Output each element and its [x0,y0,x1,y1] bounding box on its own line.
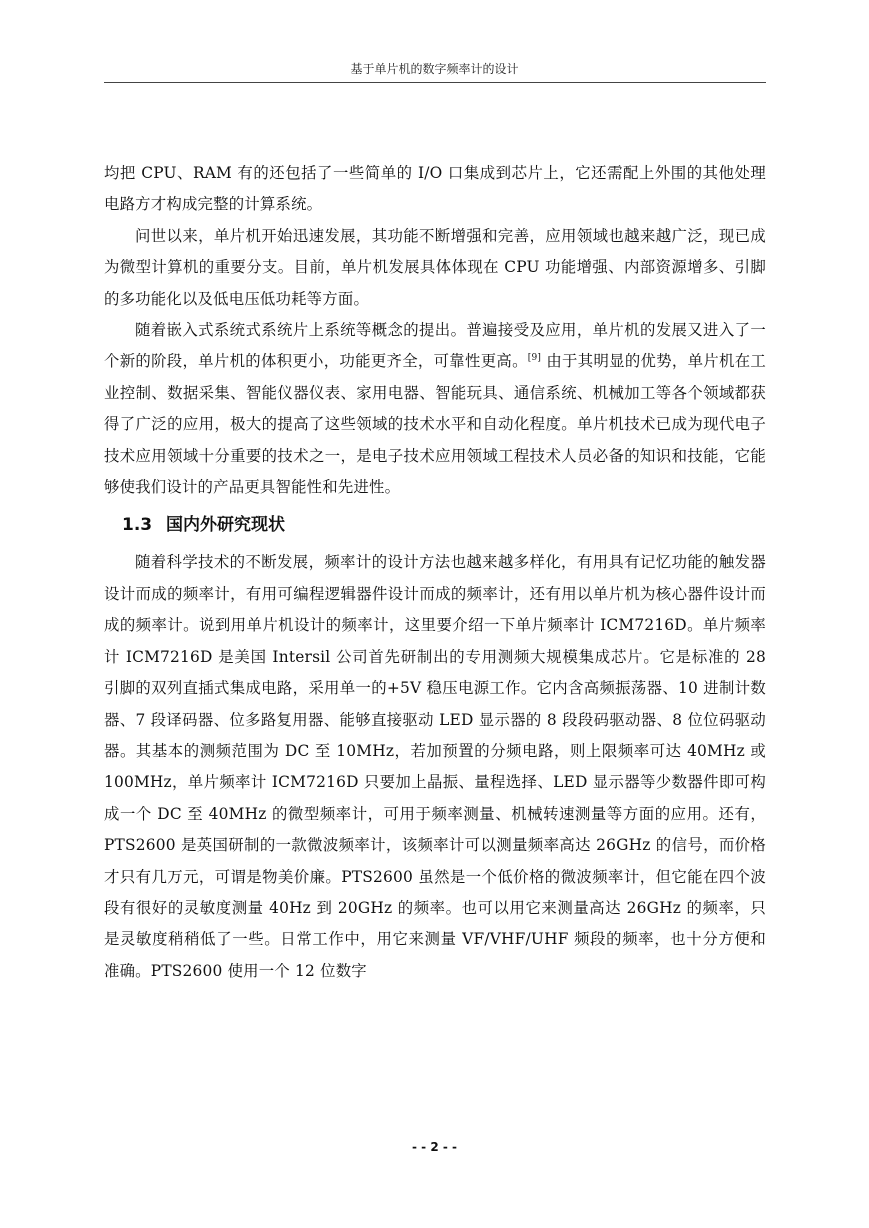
paragraph-text: 随着嵌入式系统式系统片上系统等概念的提出。普遍接受及应用，单片机的发展又进入了一个新的阶段，单片机的体积更小，功能更齐全，可靠性更高。 [104,321,766,371]
paragraph: 随着科学技术的不断发展，频率计的设计方法也越来越多样化，有用具有记忆功能的触发器设计而成的频率计，有用可编程逻辑器件设计而成的频率计，还有用以单片机为核心器件设计而成的频率计。说到用单片机设计的频率计，这里要介绍一下单片频率计 ICM7216D。单片频率计 ICM7216D 是美国 Intersil 公司首先研制出的专用测频大规模集成芯片。它是标准的 28 引脚的双列直插式集成电路，采用单一的+5V 稳压电源工作。它内含高频振荡器、10 进制计数器、7 段译码器、位多路复用器、能够直接驱动 LED 显示器的 8 段段码驱动器、8 位位码驱动器。其基本的测频范围为 DC 至 10MHz，若加预置的分频电路，则上限频率可达 40MHz 或 100MHz，单片频率计 ICM7216D 只要加上晶振、量程选择、LED 显示器等少数器件即可构成一个 DC 至 40MHz 的微型频率计，可用于频率测量、机械转速测量等方面的应用。还有，PTS2600 是英国研制的一款微波频率计，该频率计可以测量频率高达 26GHz 的信号，而价格才只有几万元，可谓是物美价廉。PTS2600 虽然是一个低价格的微波频率计，但它能在四个波段有很好的灵敏度测量 40Hz 到 20GHz 的频率。也可以用它来测量高达 26GHz 的频率，只是灵敏度稍稍低了一些。日常工作中，用它来测量 VF/VHF/UHF 频段的频率，也十分方便和准确。PTS2600 使用一个 12 位数字 [104,553,766,980]
header-divider [104,82,766,83]
paragraph [104,315,766,503]
paragraph: 均把 CPU、RAM 有的还包括了一些简单的 I/O 口集成到芯片上，它还需配上外围的其他处理电路方才构成完整的计算系统。 [104,164,766,214]
section-number: 1.3 [122,515,153,536]
page-number: - - 2 - - [412,1140,457,1154]
section-heading [104,505,766,545]
page-body [104,158,766,987]
paragraph-text: 由于其明显的优势，单片机在工业控制、数据采集、智能仪器仪表、家用电器、智能玩具、通信系统、机械加工等各个领域都获得了广泛的应用，极大的提高了这些领域的技术水平和自动化程度。单片机技术已成为现代电子技术应用领域十分重要的技术之一，是电子技术应用领域工程技术人员必备的知识和技能，它能够使我们设计的产品更具智能性和先进性。 [104,352,766,497]
section-title: 国内外研究现状 [166,515,286,536]
paragraph: 问世以来，单片机开始迅速发展，其功能不断增强和完善，应用领域也越来越广泛，现已成为微型计算机的重要分支。目前，单片机发展具体体现在 CPU 功能增强、内部资源增多、引脚的多功能化以及低电压低功耗等方面。 [104,226,766,308]
running-header: 基于单片机的数字频率计的设计 [350,62,519,76]
citation-marker: [9] [527,353,542,364]
